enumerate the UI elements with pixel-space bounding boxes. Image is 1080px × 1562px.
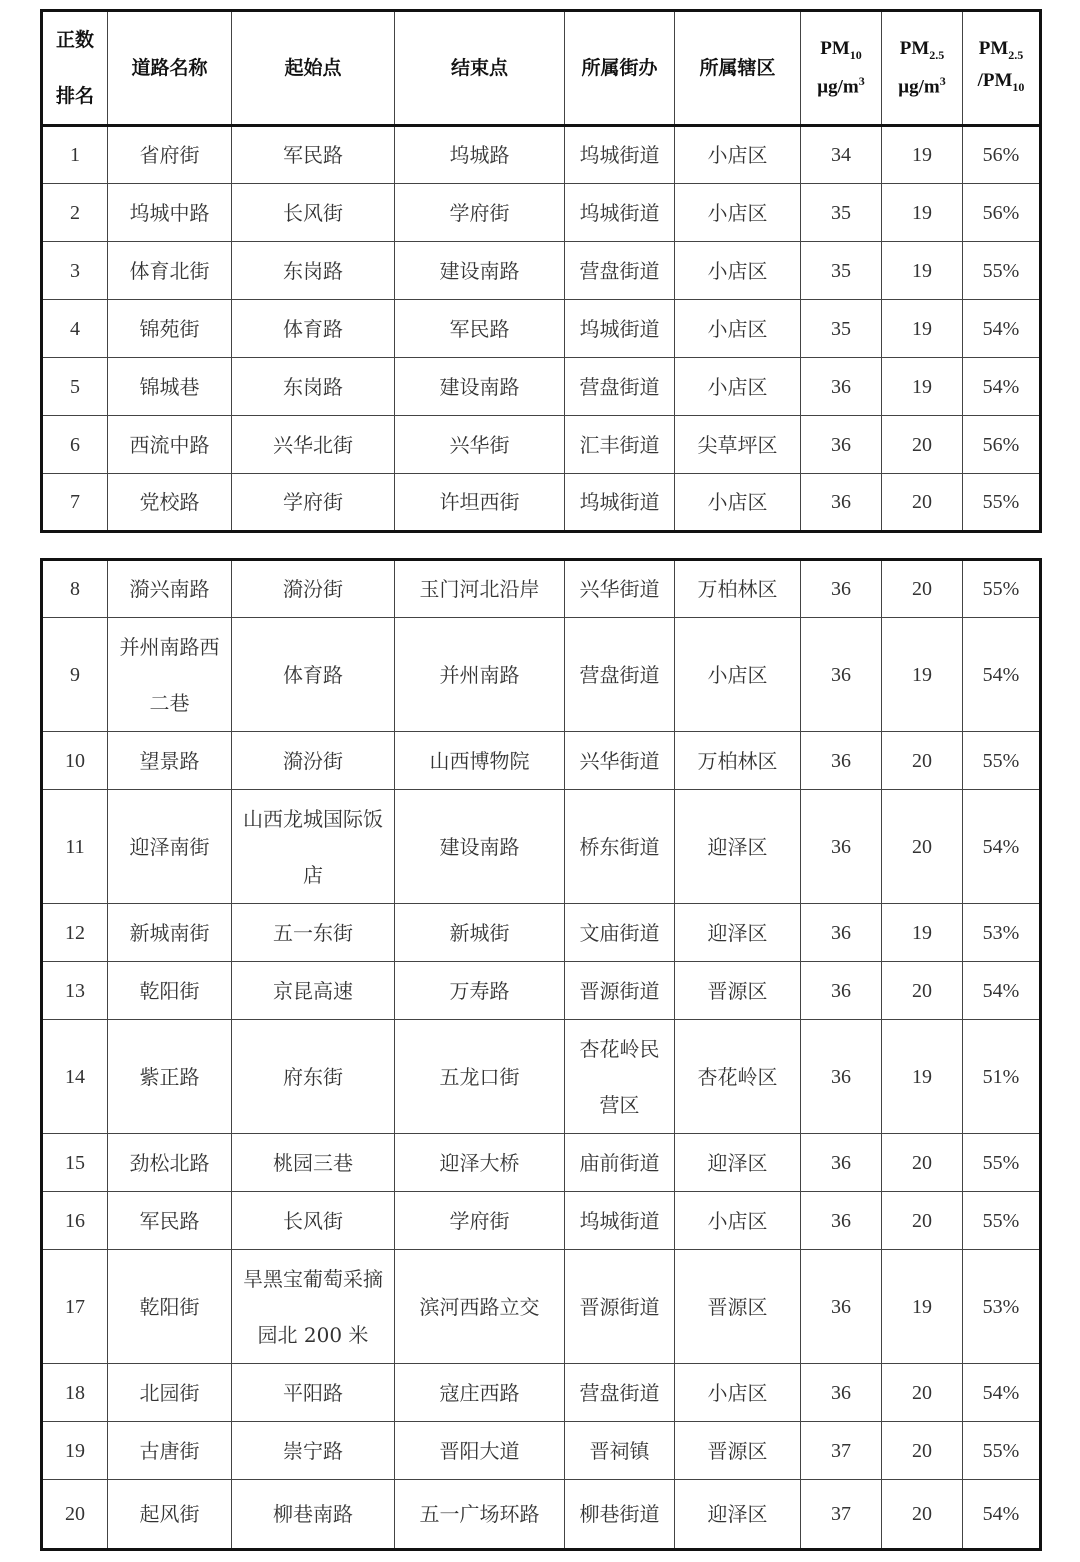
cell-end: 学府街 [395, 1192, 565, 1250]
cell-end: 寇庄西路 [395, 1364, 565, 1422]
cell-ratio: 55% [963, 1192, 1041, 1250]
cell-ratio: 54% [963, 358, 1041, 416]
table-row [42, 1422, 1041, 1480]
header-rank: 正数 排名 [42, 11, 108, 126]
cell-ratio: 54% [963, 1480, 1041, 1550]
cell-pm10: 36 [801, 1250, 882, 1364]
table-row [42, 358, 1041, 416]
cell-pm25: 19 [882, 184, 963, 242]
cell-end: 五龙口街 [395, 1020, 565, 1134]
table-row [42, 1192, 1041, 1250]
cell-road: 锦苑街 [108, 300, 232, 358]
cell-pm10: 36 [801, 618, 882, 732]
cell-district: 迎泽区 [675, 1480, 801, 1550]
cell-end: 万寿路 [395, 962, 565, 1020]
cell-pm10: 36 [801, 1364, 882, 1422]
table-header-row [42, 11, 1041, 126]
cell-pm10: 36 [801, 790, 882, 904]
cell-pm10: 36 [801, 416, 882, 474]
cell-road: 省府街 [108, 126, 232, 184]
cell-ratio: 51% [963, 1020, 1041, 1134]
cell-office: 柳巷街道 [565, 1480, 675, 1550]
cell-district: 尖草坪区 [675, 416, 801, 474]
header-start: 起始点 [232, 11, 395, 126]
cell-district: 万柏林区 [675, 560, 801, 618]
cell-start: 桃园三巷 [232, 1134, 395, 1192]
cell-pm25: 19 [882, 1250, 963, 1364]
cell-office: 坞城街道 [565, 300, 675, 358]
cell-end: 山西博物院 [395, 732, 565, 790]
cell-road: 紫正路 [108, 1020, 232, 1134]
table-row [42, 184, 1041, 242]
cell-ratio: 55% [963, 474, 1041, 532]
cell-rank: 7 [42, 474, 108, 532]
cell-rank: 17 [42, 1250, 108, 1364]
cell-office: 营盘街道 [565, 358, 675, 416]
cell-pm10: 36 [801, 904, 882, 962]
cell-office: 兴华街道 [565, 732, 675, 790]
table-row [42, 1364, 1041, 1422]
cell-road: 军民路 [108, 1192, 232, 1250]
road-ranking-table-part1 [40, 9, 1042, 533]
cell-district: 小店区 [675, 1364, 801, 1422]
cell-ratio: 55% [963, 1134, 1041, 1192]
cell-pm10: 36 [801, 732, 882, 790]
cell-district: 小店区 [675, 1192, 801, 1250]
cell-ratio: 55% [963, 732, 1041, 790]
header-ratio: $PM_{2.5}$ $/PM_{10}$ [963, 11, 1041, 126]
cell-ratio: 54% [963, 618, 1041, 732]
cell-end: 新城街 [395, 904, 565, 962]
cell-pm25: 19 [882, 1020, 963, 1134]
cell-pm25: 19 [882, 300, 963, 358]
cell-start: 京昆高速 [232, 962, 395, 1020]
cell-district: 小店区 [675, 242, 801, 300]
cell-pm25: 20 [882, 560, 963, 618]
cell-district: 小店区 [675, 300, 801, 358]
cell-pm25: 19 [882, 126, 963, 184]
cell-pm10: 36 [801, 1020, 882, 1134]
cell-district: 小店区 [675, 618, 801, 732]
cell-end: 兴华街 [395, 416, 565, 474]
cell-pm10: 34 [801, 126, 882, 184]
cell-district: 小店区 [675, 126, 801, 184]
cell-start: 兴华北街 [232, 416, 395, 474]
cell-start: 柳巷南路 [232, 1480, 395, 1550]
cell-end: 滨河西路立交 [395, 1250, 565, 1364]
cell-office: 营盘街道 [565, 242, 675, 300]
cell-rank: 12 [42, 904, 108, 962]
cell-ratio: 53% [963, 1250, 1041, 1364]
header-district: 所属辖区 [675, 11, 801, 126]
cell-end: 学府街 [395, 184, 565, 242]
cell-district: 万柏林区 [675, 732, 801, 790]
cell-end: 建设南路 [395, 790, 565, 904]
cell-end: 坞城路 [395, 126, 565, 184]
cell-rank: 13 [42, 962, 108, 1020]
cell-office: 杏花岭民 营区 [565, 1020, 675, 1134]
header-pm10: $PM_{10}$ $\mu g/m^3$ [801, 11, 882, 126]
cell-start: 体育路 [232, 300, 395, 358]
cell-ratio: 54% [963, 790, 1041, 904]
cell-start: 府东街 [232, 1020, 395, 1134]
cell-road: 并州南路西 二巷 [108, 618, 232, 732]
cell-road: 迎泽南街 [108, 790, 232, 904]
cell-district: 迎泽区 [675, 1134, 801, 1192]
cell-pm10: 36 [801, 1134, 882, 1192]
cell-office: 坞城街道 [565, 184, 675, 242]
cell-ratio: 54% [963, 1364, 1041, 1422]
cell-pm10: 36 [801, 358, 882, 416]
cell-office: 营盘街道 [565, 618, 675, 732]
cell-pm10: 36 [801, 1192, 882, 1250]
cell-rank: 16 [42, 1192, 108, 1250]
cell-pm10: 35 [801, 300, 882, 358]
cell-rank: 18 [42, 1364, 108, 1422]
cell-ratio: 56% [963, 416, 1041, 474]
cell-pm25: 20 [882, 1422, 963, 1480]
cell-district: 迎泽区 [675, 904, 801, 962]
cell-road: 体育北街 [108, 242, 232, 300]
cell-district: 晋源区 [675, 1250, 801, 1364]
cell-road: 北园街 [108, 1364, 232, 1422]
cell-rank: 8 [42, 560, 108, 618]
cell-start: 崇宁路 [232, 1422, 395, 1480]
cell-pm10: 37 [801, 1480, 882, 1550]
cell-pm25: 20 [882, 1480, 963, 1550]
cell-start: 漪汾街 [232, 732, 395, 790]
cell-ratio: 54% [963, 962, 1041, 1020]
cell-rank: 9 [42, 618, 108, 732]
cell-office: 桥东街道 [565, 790, 675, 904]
cell-ratio: 55% [963, 560, 1041, 618]
cell-end: 建设南路 [395, 358, 565, 416]
cell-pm25: 20 [882, 416, 963, 474]
cell-ratio: 54% [963, 300, 1041, 358]
cell-road: 锦城巷 [108, 358, 232, 416]
cell-start: 平阳路 [232, 1364, 395, 1422]
cell-pm10: 37 [801, 1422, 882, 1480]
cell-rank: 19 [42, 1422, 108, 1480]
cell-district: 晋源区 [675, 1422, 801, 1480]
cell-pm10: 36 [801, 560, 882, 618]
cell-ratio: 56% [963, 126, 1041, 184]
table-row [42, 1480, 1041, 1550]
table-row [42, 1134, 1041, 1192]
cell-rank: 10 [42, 732, 108, 790]
cell-pm25: 20 [882, 1192, 963, 1250]
cell-pm25: 20 [882, 790, 963, 904]
cell-ratio: 55% [963, 1422, 1041, 1480]
cell-pm25: 19 [882, 904, 963, 962]
cell-start: 山西龙城国际饭 店 [232, 790, 395, 904]
cell-pm10: 36 [801, 962, 882, 1020]
cell-start: 军民路 [232, 126, 395, 184]
header-pm25: $PM_{2.5}$ $\mu g/m^3$ [882, 11, 963, 126]
cell-ratio: 53% [963, 904, 1041, 962]
cell-pm25: 20 [882, 474, 963, 532]
cell-office: 晋源街道 [565, 962, 675, 1020]
cell-road: 漪兴南路 [108, 560, 232, 618]
cell-end: 晋阳大道 [395, 1422, 565, 1480]
cell-start: 学府街 [232, 474, 395, 532]
cell-pm25: 20 [882, 1134, 963, 1192]
table-row [42, 1020, 1041, 1134]
table-row [42, 416, 1041, 474]
cell-district: 小店区 [675, 184, 801, 242]
road-ranking-table-part2 [40, 558, 1042, 1551]
cell-start: 体育路 [232, 618, 395, 732]
cell-rank: 4 [42, 300, 108, 358]
cell-pm10: 35 [801, 242, 882, 300]
table-row [42, 560, 1041, 618]
cell-road: 古唐街 [108, 1422, 232, 1480]
cell-rank: 20 [42, 1480, 108, 1550]
header-end: 结束点 [395, 11, 565, 126]
cell-end: 迎泽大桥 [395, 1134, 565, 1192]
cell-start: 东岗路 [232, 242, 395, 300]
cell-rank: 15 [42, 1134, 108, 1192]
cell-rank: 14 [42, 1020, 108, 1134]
cell-road: 新城南街 [108, 904, 232, 962]
cell-pm10: 35 [801, 184, 882, 242]
cell-office: 坞城街道 [565, 1192, 675, 1250]
cell-district: 小店区 [675, 474, 801, 532]
cell-office: 庙前街道 [565, 1134, 675, 1192]
cell-ratio: 56% [963, 184, 1041, 242]
table-row [42, 242, 1041, 300]
table-row [42, 790, 1041, 904]
cell-end: 建设南路 [395, 242, 565, 300]
table-row [42, 1250, 1041, 1364]
table-row [42, 732, 1041, 790]
cell-rank: 1 [42, 126, 108, 184]
cell-end: 五一广场环路 [395, 1480, 565, 1550]
cell-pm10: 36 [801, 474, 882, 532]
cell-district: 小店区 [675, 358, 801, 416]
cell-road: 乾阳街 [108, 1250, 232, 1364]
cell-rank: 2 [42, 184, 108, 242]
cell-start: 长风街 [232, 1192, 395, 1250]
table-row [42, 962, 1041, 1020]
cell-road: 坞城中路 [108, 184, 232, 242]
cell-office: 晋祠镇 [565, 1422, 675, 1480]
cell-road: 望景路 [108, 732, 232, 790]
cell-start: 五一东街 [232, 904, 395, 962]
cell-office: 文庙街道 [565, 904, 675, 962]
cell-district: 迎泽区 [675, 790, 801, 904]
cell-road: 党校路 [108, 474, 232, 532]
table-row [42, 904, 1041, 962]
header-street-office: 所属街办 [565, 11, 675, 126]
cell-pm25: 19 [882, 618, 963, 732]
cell-office: 兴华街道 [565, 560, 675, 618]
cell-office: 坞城街道 [565, 474, 675, 532]
cell-start: 东岗路 [232, 358, 395, 416]
cell-end: 军民路 [395, 300, 565, 358]
cell-ratio: 55% [963, 242, 1041, 300]
cell-office: 汇丰街道 [565, 416, 675, 474]
cell-start: 长风街 [232, 184, 395, 242]
cell-pm25: 20 [882, 732, 963, 790]
table-row [42, 126, 1041, 184]
cell-office: 坞城街道 [565, 126, 675, 184]
table-row [42, 474, 1041, 532]
cell-rank: 3 [42, 242, 108, 300]
cell-office: 营盘街道 [565, 1364, 675, 1422]
cell-start: 旱黑宝葡萄采摘 园北 200 米 [232, 1250, 395, 1364]
table-row [42, 300, 1041, 358]
cell-pm25: 20 [882, 1364, 963, 1422]
cell-road: 西流中路 [108, 416, 232, 474]
cell-start: 漪汾街 [232, 560, 395, 618]
cell-road: 劲松北路 [108, 1134, 232, 1192]
table-row [42, 618, 1041, 732]
header-road: 道路名称 [108, 11, 232, 126]
cell-district: 杏花岭区 [675, 1020, 801, 1134]
cell-end: 并州南路 [395, 618, 565, 732]
cell-pm25: 19 [882, 242, 963, 300]
cell-rank: 5 [42, 358, 108, 416]
cell-rank: 11 [42, 790, 108, 904]
cell-road: 起风街 [108, 1480, 232, 1550]
cell-end: 许坦西街 [395, 474, 565, 532]
cell-rank: 6 [42, 416, 108, 474]
cell-pm25: 19 [882, 358, 963, 416]
cell-road: 乾阳街 [108, 962, 232, 1020]
cell-end: 玉门河北沿岸 [395, 560, 565, 618]
cell-district: 晋源区 [675, 962, 801, 1020]
cell-office: 晋源街道 [565, 1250, 675, 1364]
cell-pm25: 20 [882, 962, 963, 1020]
